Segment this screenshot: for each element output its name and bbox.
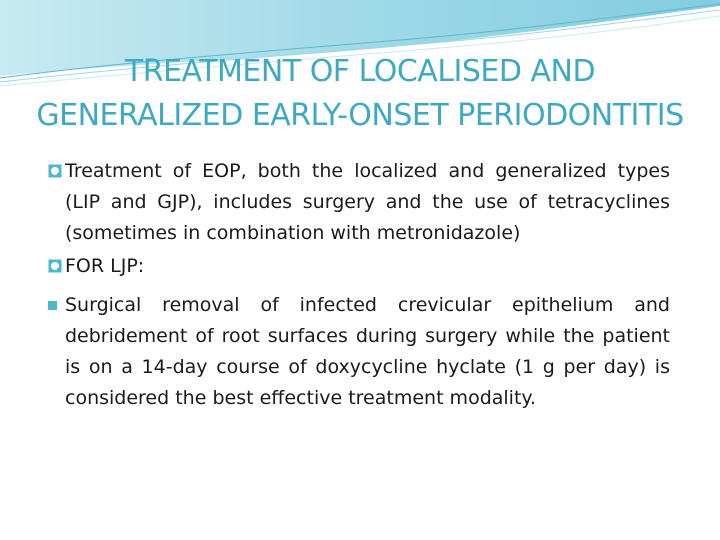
bullet-surgical-removal [48,290,670,414]
slide-body [48,156,670,414]
q-box-bullet-icon [48,164,62,178]
bullet-text: FOR LJP: [65,255,145,277]
bullet-treatment-of-eop [48,156,670,249]
slide-title [0,50,720,138]
bullet-text: Surgical removal of infected crevicular epithelium and debridement of root surfaces during surgery while the patient is on a 14-day course of doxycycline hyclate (1 g per day) is considered the best effective treatment modality. [65,294,670,409]
square-bullet-icon [48,301,57,310]
slide-title-line-1: TREATMENT OF LOCALISED AND [124,54,596,89]
bullet-text: Treatment of EOP, both the localized and generalized types (LIP and GJP), includes surgery and the use of tetracyclines (sometimes in combination with metronidazole) [65,160,670,244]
bullet-for-ljp [48,251,670,282]
q-box-bullet-icon [48,259,62,273]
slide-title-line-2: GENERALIZED EARLY-ONSET PERIODONTITIS [36,98,684,133]
